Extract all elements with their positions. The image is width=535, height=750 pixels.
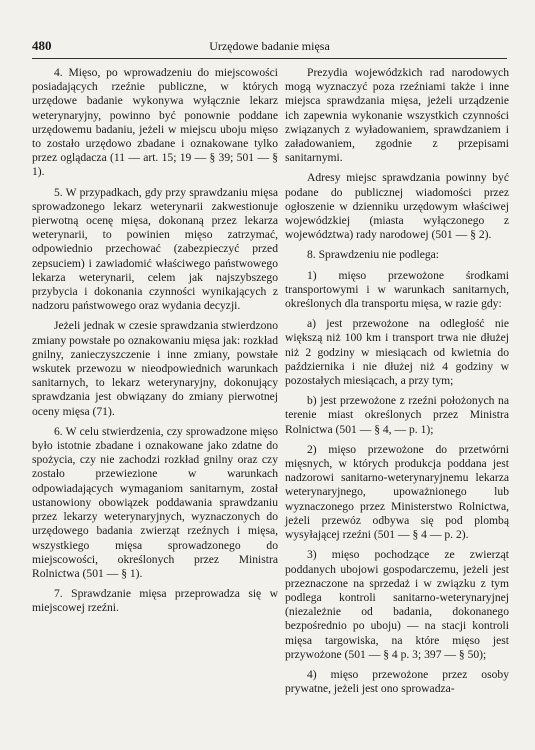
paragraph-4: 4. Mięso, po wprowadzeniu do miejscowości posiadających rzeźnie publiczne, w których urzędowe badanie wykonywa wyłącznie lekarz weterynaryjny, powinno być ponownie poddane urzędowemu badaniu, jeżeli w miejscu uboju mięso to zostało urzędowo zbadane i oznakowane tylko przez oglądacza (11 — art. 15; 19 — § 39; 501 — § 1). — [32, 66, 278, 179]
paragraph-adresy: Adresy miejsc sprawdzania powinny być podane do publicznej wiadomości przez ogłoszenie w dzienniku urzędowym właściwej wojewódzkiej (miasta wyłączonego z województwa) rady narodowej (501 — § 2). — [285, 171, 509, 242]
paragraph-prezydia: Prezydia wojewódzkich rad narodowych mogą wyznaczyć poza rzeźniami także i inne miejsca sprawdzania mięsa, jeżeli urządzenie ich zapewnia wykonanie wszystkich czynności związanych z wyładowaniem, sprawdzaniem i załadowaniem, zgodnie z przepisami sanitarnymi. — [285, 66, 509, 165]
paragraph-8: 8. Sprawdzeniu nie podlega: — [307, 248, 440, 262]
item-2: 2) mięso przewożone do przetwórni mięsnych, w których produkcja poddana jest nadzorowi sanitarno-weterynaryjnemu lekarza weterynaryjnego, upoważnionego lub wyznaczonego przez Ministerstwo Rolnictwa, jeżeli przewóz odbywa się pod plombą wysyłającej rzeźni (501 — § 4 — p. 2). — [285, 442, 509, 542]
item-3: 3) mięso pochodzące ze zwierząt poddanych ubojowi gospodarczemu, jeżeli jest przeznaczone na sprzedaż i w związku z tym podlega kontroli sanitarno-weterynaryjnej (niezależnie od badania, dokonanego bezpośrednio po uboju) — na stacji kontroli mięsa targowiska, na które mięso jest przywożone (501 — § 4 p. 3; 397 — § 50); — [285, 548, 509, 661]
paragraph-7: 7. Sprawdzanie mięsa przeprowadza się w miejscowej rzeźni. — [32, 587, 278, 615]
page-header — [32, 38, 507, 59]
paragraph-6: 6. W celu stwierdzenia, czy sprowadzone mięso było istotnie zbadane i oznakowane jako zdatne do spożycia, czy nie zachodzi rozkład gnilny oraz czy zostało przewiezione w warunkach odpowiadających wymaganiom sanitarnym, został ustanowiony obowiązek poddawania sprawdzaniu przez lekarzy weterynaryjnych, wyznaczonych do urzędowego badania zwierząt rzeźnych i mięsa, wszystkiego mięsa sprowadzonego do miejscowości, określonych przez Ministra Rolnictwa (501 — § 1). — [32, 424, 278, 580]
item-4: 4) mięso przewożone przez osoby prywatne, jeżeli jest ono sprowadza- — [285, 667, 509, 696]
page-number: 480 — [32, 38, 52, 53]
paragraph-5-continued: Jeżeli jednak w czesie sprawdzania stwierdzono zmiany powstałe po oznakowaniu mięsa jak: rozkład gnilny, zanieczyszczenie i inne zmiany, powstałe wskutek przewozu w nieodpowiednich warunkach sanitarnych, to lekarz weterynaryjny, dokonujący sprawdzania jest obwiązany do zmiany pierwotnej oceny mięsa (71). — [32, 319, 278, 418]
right-column — [285, 66, 509, 702]
paragraph-5: 5. W przypadkach, gdy przy sprawdzaniu mięsa sprowadzonego lekarz weterynarii zakwestionuje pierwotną ocenę mięsa, dokonaną przez lekarza weterynarii, to powinien mięso zatrzymać, odpowiednio przechować (zabezpieczyć przed zepsuciem) i zawiadomić właściwego państwowego lekarza weterynarii, celem jak najszybszego przybycia i dokonania czynności wynikających z nadzoru państwowego oraz wydania decyzji. — [32, 185, 278, 313]
item-1b: b) jest przewożone z rzeźni położonych na terenie miast określonych przez Ministra Rolnictwa (501 — § 4, — p. 1); — [285, 394, 509, 436]
left-column — [32, 66, 278, 622]
item-1: 1) mięso przewożone środkami transportowymi i w warunkach sanitarnych, określonych dla transportu mięsa, w razie gdy: — [285, 268, 509, 311]
page-title: Urzędowe badanie mięsa — [209, 39, 330, 53]
item-1a: a) jest przewożone na odległość nie większą niż 100 km i transport trwa nie dłużej niż 2 godziny w miesiącach od kwietnia do października i nie dłużej niż 4 godziny w pozostałych miesiącach, a przy tym; — [285, 317, 509, 388]
